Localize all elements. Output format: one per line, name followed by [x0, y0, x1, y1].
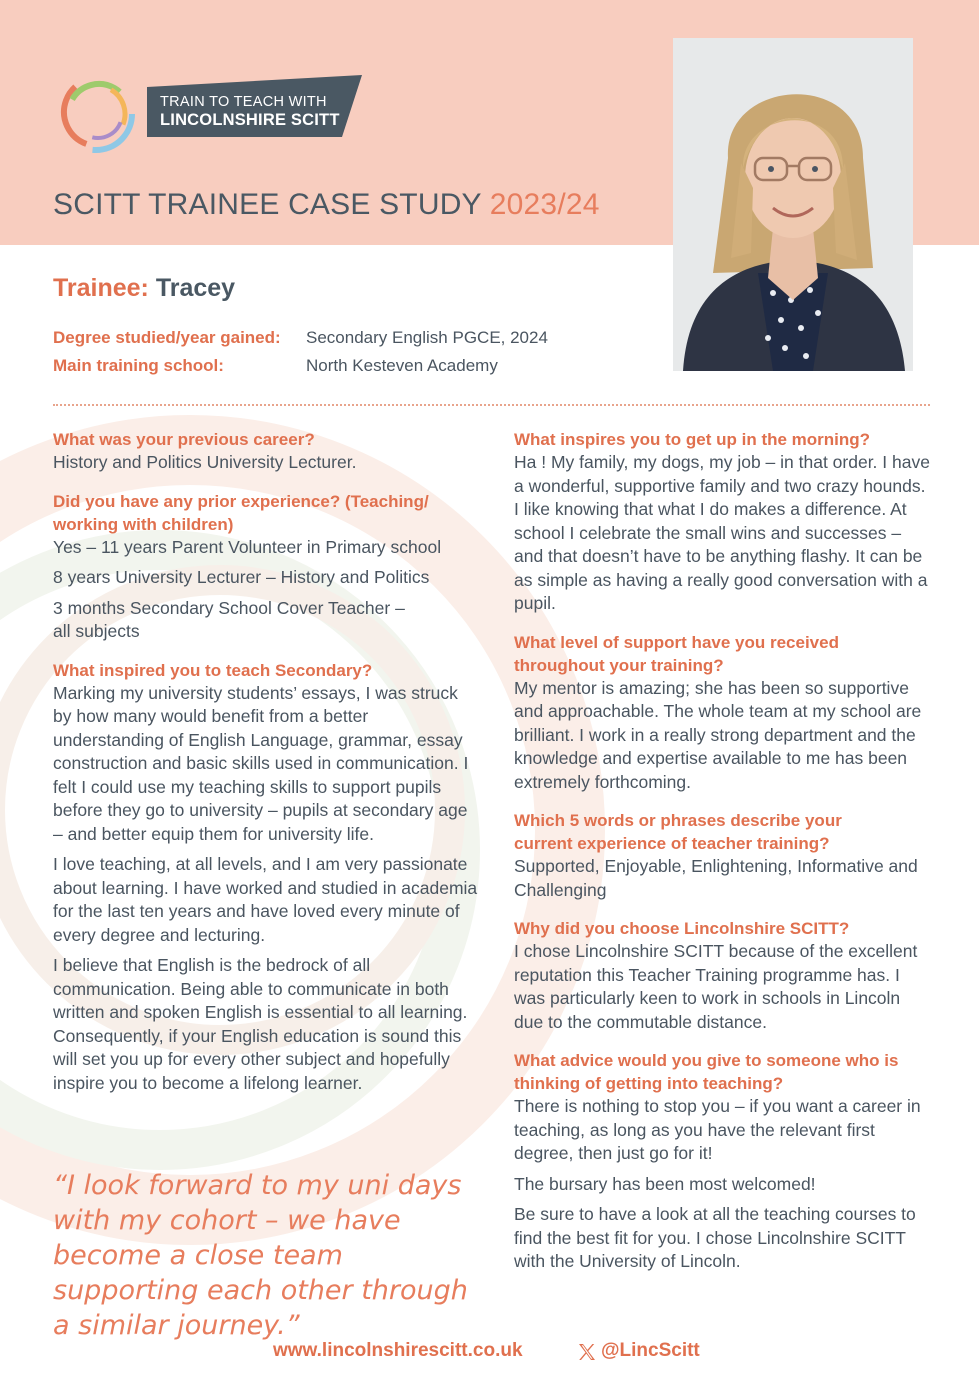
pull-quote: “I look forward to my uni days with my cohort – we have become a close team supporting each other through a similar journey.”	[53, 1170, 468, 1341]
degree-label: Degree studied/year gained:	[53, 328, 281, 347]
trainee-name: Tracey	[155, 274, 236, 302]
answer-support: My mentor is amazing; she has been so supportive and approachable. The whole team at my school are brilliant. I work in a really strong department and the knowledge and expertise available to me has been extremely forthcoming.	[514, 677, 922, 792]
answer-prior-experience-3: 3 months Secondary School Cover Teacher – all subjects	[53, 597, 405, 641]
x-twitter-icon	[577, 1342, 597, 1362]
question-inspires-morning: What inspires you to get up in the morning?	[514, 430, 871, 449]
footer	[0, 1340, 979, 1370]
answer-prior-experience-2: 8 years University Lecturer – History and Politics	[53, 567, 430, 587]
answer-inspired-secondary-3: I believe that English is the bedrock of all communication. Being able to communicate in both written and spoken English is essential to all learning. Consequently, if your English education is sound this will set you up for every other subject and hopefully inspire you to become a lifelong learner.	[53, 955, 468, 1093]
twitter-handle[interactable]: @LincScitt	[601, 1340, 700, 1361]
logo-text-line1: TRAIN TO TEACH WITH	[160, 94, 327, 110]
title-main: SCITT TRAINEE CASE STUDY	[53, 188, 482, 221]
answer-advice-2: The bursary has been most welcomed!	[514, 1173, 816, 1194]
question-previous-career: What was your previous career?	[53, 430, 315, 449]
answer-why-lincolnshire: I chose Lincolnshire SCITT because of the excellent reputation this Teacher Training programme has. I was particularly keen to work in schools in Lincoln due to the commutable distance.	[514, 941, 918, 1032]
trainee-photo	[673, 38, 913, 371]
question-inspired-secondary: What inspired you to teach Secondary?	[53, 660, 373, 680]
question-five-words: Which 5 words or phrases describe your current experience of teacher training?	[514, 811, 842, 853]
school-label: Main training school:	[53, 356, 224, 375]
answer-prior-experience-1: Yes – 11 years Parent Volunteer in Primary school	[53, 536, 442, 557]
school-value: North Kesteven Academy	[306, 356, 498, 375]
answer-inspires-morning: Ha ! My family, my dogs, my job – in that order. I have a wonderful, supportive family and two crazy hounds. I like knowing that what I do makes a difference. At school I celebrate the small wins and successes – and that doesn’t have to be anything flashy. It can be as simple as having a really good conversation with a pupil.	[514, 452, 930, 613]
trainee-heading	[53, 274, 235, 303]
question-why-lincolnshire: Why did you choose Lincolnshire SCITT?	[514, 919, 850, 938]
answer-advice-1: There is nothing to stop you – if you want a career in teaching, as long as you have the relevant first degree, then just go for it!	[514, 1096, 921, 1163]
answer-inspired-secondary-1: Marking my university students’ essays, I was struck by how many would benefit from a better understanding of English Language, grammar, essay construction and basic skills used in communication. I felt I could use my teaching skills to support pupils before they go to university – pupils at secondary age – and better equip them for university life.	[53, 682, 469, 844]
question-advice: What advice would you give to someone who is thinking of getting into teaching?	[514, 1051, 899, 1093]
title-year: 2023/24	[489, 188, 600, 221]
question-prior-experience: Did you have any prior experience? (Teaching/ working with children)	[53, 491, 429, 534]
right-column	[514, 428, 934, 1274]
answer-five-words: Supported, Enjoyable, Enlightening, Informative and Challenging	[514, 856, 918, 900]
answer-advice-3: Be sure to have a look at all the teaching courses to find the best fit for you. I chose Lincolnshire SCITT with the University of Lincoln.	[514, 1204, 916, 1271]
degree-value: Secondary English PGCE, 2024	[306, 328, 548, 347]
dotted-divider	[53, 404, 930, 406]
website-link[interactable]: www.lincolnshirescitt.co.uk	[273, 1340, 523, 1361]
question-support: What level of support have you received throughout your training?	[514, 632, 839, 675]
logo-rings-icon	[52, 68, 144, 160]
trainee-label: Trainee:	[53, 274, 149, 302]
answer-inspired-secondary-2: I love teaching, at all levels, and I am very passionate about learning. I have worked and studied in academia for the last ten years and have loved every minute of every degree and lecturing.	[53, 854, 478, 945]
left-column	[53, 428, 478, 1095]
page-title	[53, 188, 600, 222]
logo-text-line2: LINCOLNSHIRE SCITT	[160, 111, 340, 129]
answer-previous-career: History and Politics University Lecturer.	[53, 452, 357, 472]
